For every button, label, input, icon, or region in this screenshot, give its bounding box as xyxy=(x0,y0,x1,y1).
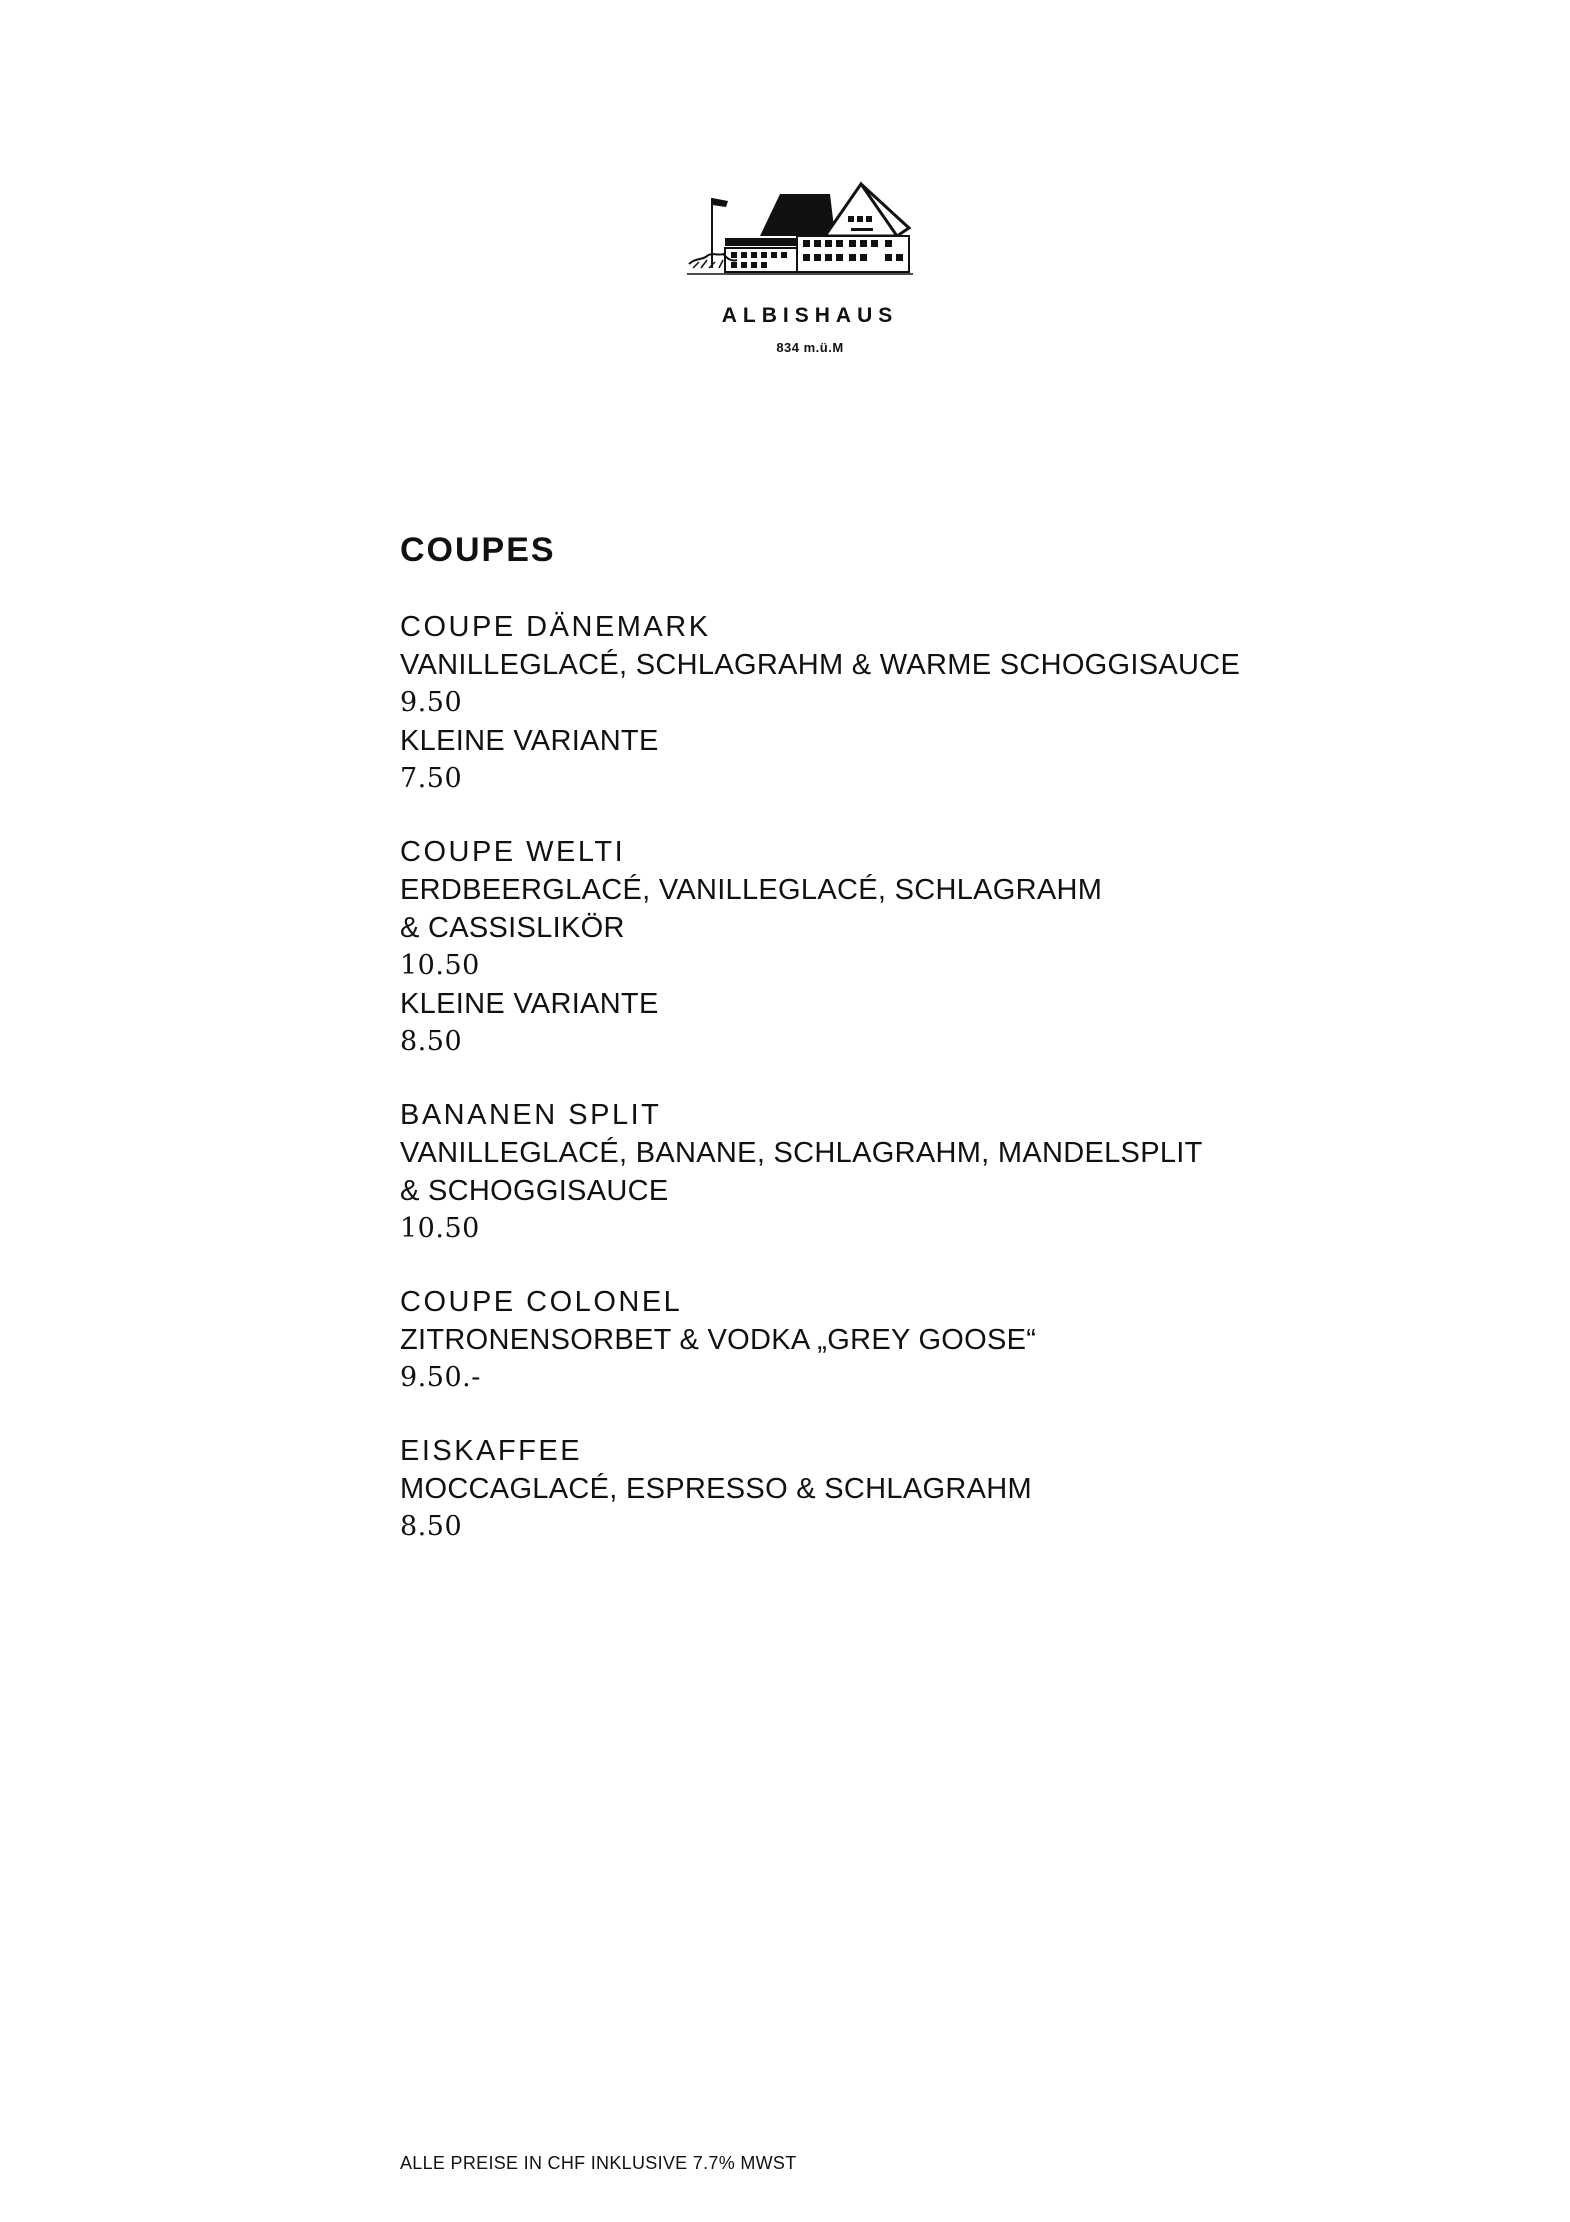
item-variant-label: KLEINE VARIANTE xyxy=(400,988,659,1020)
item-description: & SCHOGGISAUCE xyxy=(400,1175,669,1207)
item-name: COUPE WELTI xyxy=(400,836,626,868)
item-price: 10.50 xyxy=(400,1213,480,1244)
item-price: 10.50 xyxy=(400,950,480,981)
menu-item-bananen-split xyxy=(400,1096,1400,1248)
item-description: ERDBEERGLACÉ, VANILLEGLACÉ, SCHLAGRAHM xyxy=(400,874,1103,906)
albishaus-building-drawing-icon xyxy=(685,178,935,298)
item-variant-label: KLEINE VARIANTE xyxy=(400,725,659,757)
item-description: & CASSISLIKÖR xyxy=(400,912,625,944)
item-name: EISKAFFEE xyxy=(400,1435,583,1467)
item-price: 9.50.- xyxy=(400,1362,481,1393)
item-variant-price: 8.50 xyxy=(400,1026,463,1057)
menu-item-coupe-daenemark xyxy=(400,608,1400,798)
menu xyxy=(400,530,1400,1581)
item-price: 9.50 xyxy=(400,687,463,718)
item-name: COUPE DÄNEMARK xyxy=(400,611,711,643)
logo xyxy=(685,178,935,368)
item-name: COUPE COLONEL xyxy=(400,1286,683,1318)
menu-item-coupe-colonel xyxy=(400,1283,1400,1397)
item-description: VANILLEGLACÉ, SCHLAGRAHM & WARME SCHOGGISAUCE xyxy=(400,649,1241,681)
logo-name: ALBISHAUS xyxy=(721,304,899,327)
item-name: BANANEN SPLIT xyxy=(400,1099,662,1131)
menu-item-coupe-welti xyxy=(400,833,1400,1061)
item-description: VANILLEGLACÉ, BANANE, SCHLAGRAHM, MANDELSPLIT xyxy=(400,1137,1203,1169)
menu-item-eiskaffee xyxy=(400,1432,1400,1546)
section-title: COUPES xyxy=(400,531,556,569)
footer-note: ALLE PREISE IN CHF INKLUSIVE 7.7% MWST xyxy=(400,2153,797,2173)
logo-altitude: 834 m.ü.M xyxy=(776,340,844,355)
item-price: 8.50 xyxy=(400,1511,463,1542)
item-description: MOCCAGLACÉ, ESPRESSO & SCHLAGRAHM xyxy=(400,1473,1032,1505)
item-variant-price: 7.50 xyxy=(400,763,463,794)
item-description: ZITRONENSORBET & VODKA „GREY GOOSE“ xyxy=(400,1324,1037,1356)
